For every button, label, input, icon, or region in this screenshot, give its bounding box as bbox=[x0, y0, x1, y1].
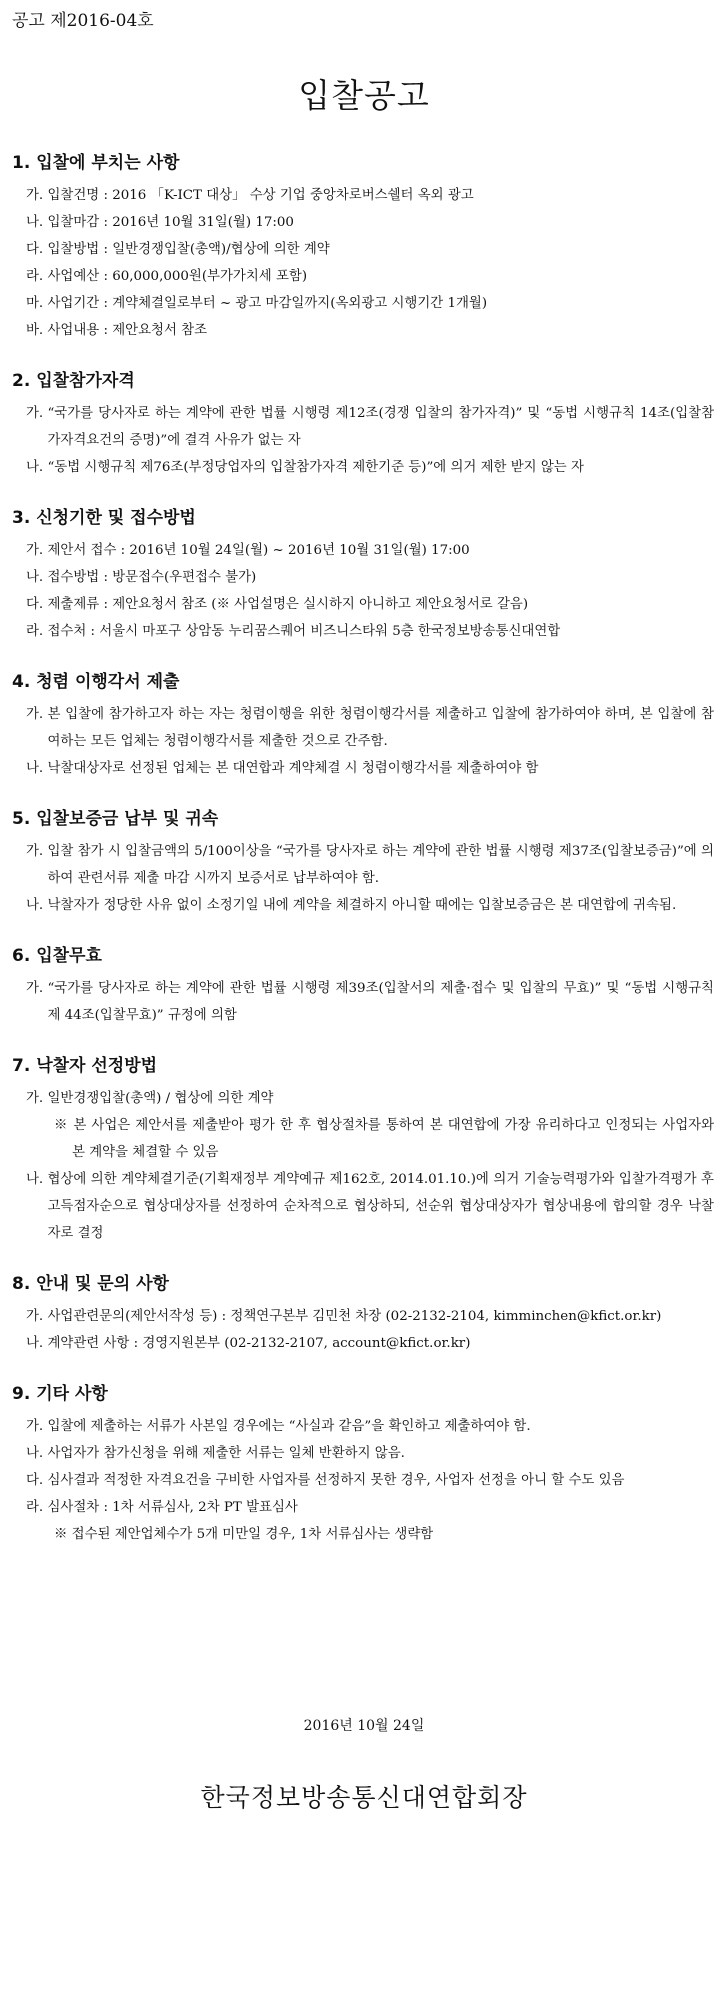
section-heading: 4. 청렴 이행각서 제출 bbox=[12, 672, 180, 692]
item-text: 본 입찰에 참가하고자 하는 자는 청렴이행을 위한 청렴이행각서를 제출하고 입찰에 참가하여야 하며, 본 입찰에 참여하는 모든 업체는 청렴이행각서를 제출한 것으로 간주함. bbox=[47, 707, 714, 749]
list-item bbox=[12, 591, 714, 618]
list-item bbox=[12, 182, 714, 209]
section-9 bbox=[12, 1379, 714, 1548]
item-marker: 바. bbox=[26, 323, 48, 338]
item-text: 낙찰자가 정당한 사유 없이 소정기일 내에 계약을 체결하지 아니할 때에는 입찰보증금은 본 대연합에 귀속됨. bbox=[47, 898, 677, 913]
list-item bbox=[12, 1085, 714, 1112]
sections-container bbox=[12, 148, 714, 1570]
item-marker: 가. bbox=[26, 1091, 48, 1106]
item-text: 입찰마감 : 2016년 10월 31일(월) 17:00 bbox=[47, 215, 294, 230]
list-item bbox=[12, 537, 714, 564]
issuer-signature: 한국정보방송통신대연합회장 bbox=[200, 1783, 528, 1812]
item-text: 접수방법 : 방문접수(우편접수 불가) bbox=[47, 570, 257, 585]
item-text: 사업자가 참가신청을 위해 제출한 서류는 일체 반환하지 않음. bbox=[47, 1446, 405, 1461]
list-item bbox=[12, 1166, 714, 1247]
list-item bbox=[12, 1303, 714, 1330]
item-marker: 나. bbox=[26, 1336, 48, 1351]
item-marker: 다. bbox=[26, 242, 48, 257]
section-6 bbox=[12, 941, 714, 1029]
item-marker: 나. bbox=[26, 570, 48, 585]
list-item bbox=[12, 317, 714, 344]
item-text: 사업내용 : 제안요청서 참조 bbox=[47, 323, 208, 338]
item-text: 낙찰대상자로 선정된 업체는 본 대연합과 계약체결 시 청렴이행각서를 제출하여야 함 bbox=[47, 761, 539, 776]
item-marker: 나. bbox=[26, 215, 48, 230]
item-marker: 라. bbox=[26, 1500, 48, 1515]
list-item bbox=[12, 701, 714, 755]
item-note: ※ 접수된 제안업체수가 5개 미만일 경우, 1차 서류심사는 생략함 bbox=[54, 1527, 434, 1542]
item-marker: 나. bbox=[26, 1446, 48, 1461]
notice-number: 공고 제2016-04호 bbox=[12, 11, 154, 31]
item-text: 제출제류 : 제안요청서 참조 (※ 사업설명은 실시하지 아니하고 제안요청서로 갈음) bbox=[47, 597, 529, 612]
item-marker: 나. bbox=[26, 898, 48, 913]
list-item bbox=[12, 755, 714, 782]
section-heading: 9. 기타 사항 bbox=[12, 1384, 108, 1404]
list-item bbox=[12, 236, 714, 263]
item-text: “동법 시행규칙 제76조(부정당업자의 입찰참가자격 제한기준 등)”에 의거 제한 받지 않는 자 bbox=[47, 460, 584, 475]
item-text: 입찰건명 : 2016 「K-ICT 대상」 수상 기업 중앙차로버스쉘터 옥외 광고 bbox=[47, 188, 474, 203]
item-text: 접수처 : 서울시 마포구 상암동 누리꿈스퀘어 비즈니스타워 5층 한국정보방송통신대연합 bbox=[47, 624, 561, 639]
list-item bbox=[12, 290, 714, 317]
item-text: 사업예산 : 60,000,000원(부가가치세 포함) bbox=[47, 269, 308, 284]
item-marker: 라. bbox=[26, 624, 48, 639]
item-marker: 라. bbox=[26, 269, 48, 284]
section-heading: 7. 낙찰자 선정방법 bbox=[12, 1056, 158, 1076]
item-marker: 마. bbox=[26, 296, 48, 311]
list-item bbox=[12, 209, 714, 236]
notice-date: 2016년 10월 24일 bbox=[303, 1718, 425, 1734]
section-8 bbox=[12, 1269, 714, 1357]
list-item bbox=[12, 1494, 714, 1521]
item-marker: 가. bbox=[26, 1309, 48, 1324]
item-text: 사업기간 : 계약체결일로부터 ~ 광고 마감일까지(옥외광고 시행기간 1개월) bbox=[47, 296, 488, 311]
item-marker: 가. bbox=[26, 543, 48, 558]
item-text: 심사절차 : 1차 서류심사, 2차 PT 발표심사 bbox=[47, 1500, 298, 1515]
item-text: “국가를 당사자로 하는 계약에 관한 법률 시행령 제12조(경쟁 입찰의 참가자격)” 및 “동법 시행규칙 14조(입찰참가자격요건의 증명)”에 결격 사유가 없는 자 bbox=[47, 406, 714, 448]
item-marker: 가. bbox=[26, 844, 48, 859]
item-note: ※ 본 사업은 제안서를 제출받아 평가 한 후 협상절차를 통하여 본 대연합에 가장 유리하다고 인정되는 사업자와 본 계약을 체결할 수 있음 bbox=[54, 1118, 714, 1160]
item-marker: 가. bbox=[26, 1419, 48, 1434]
section-heading: 8. 안내 및 문의 사항 bbox=[12, 1274, 169, 1294]
item-text: “국가를 당사자로 하는 계약에 관한 법률 시행령 제39조(입찰서의 제출·접수 및 입찰의 무효)” 및 “동법 시행규칙 제 44조(입찰무효)” 규정에 의함 bbox=[47, 981, 714, 1023]
item-marker: 나. bbox=[26, 761, 48, 776]
section-heading: 2. 입찰참가자격 bbox=[12, 371, 135, 391]
item-marker: 가. bbox=[26, 406, 48, 421]
section-heading: 3. 신청기한 및 접수방법 bbox=[12, 508, 196, 528]
list-item bbox=[12, 1440, 714, 1467]
item-text: 심사결과 적정한 자격요건을 구비한 사업자를 선정하지 못한 경우, 사업자 선정을 아니 할 수도 있음 bbox=[47, 1473, 625, 1488]
document-title: 입찰공고 bbox=[298, 76, 430, 115]
item-text: 제안서 접수 : 2016년 10월 24일(월) ~ 2016년 10월 31일(월) 17:00 bbox=[47, 543, 470, 558]
item-text: 일반경쟁입찰(총액) / 협상에 의한 계약 bbox=[47, 1091, 274, 1106]
item-text: 입찰방법 : 일반경쟁입찰(총액)/협상에 의한 계약 bbox=[47, 242, 330, 257]
section-heading: 5. 입찰보증금 납부 및 귀속 bbox=[12, 809, 219, 829]
list-item bbox=[12, 892, 714, 919]
item-marker: 가. bbox=[26, 188, 48, 203]
list-item bbox=[12, 263, 714, 290]
list-item bbox=[12, 838, 714, 892]
section-5 bbox=[12, 804, 714, 919]
list-item bbox=[12, 975, 714, 1029]
section-3 bbox=[12, 503, 714, 645]
section-4 bbox=[12, 667, 714, 782]
item-text: 사업관련문의(제안서작성 등) : 정책연구본부 김민천 차장 (02-2132-2104, kimminchen@kfict.or.kr) bbox=[47, 1309, 662, 1324]
section-2 bbox=[12, 366, 714, 481]
list-item bbox=[12, 1330, 714, 1357]
list-item bbox=[12, 400, 714, 454]
item-marker: 가. bbox=[26, 981, 48, 996]
item-marker: 다. bbox=[26, 597, 48, 612]
item-marker: 가. bbox=[26, 707, 48, 722]
item-text: 입찰 참가 시 입찰금액의 5/100이상을 “국가를 당사자로 하는 계약에 관한 법률 시행령 제37조(입찰보증금)”에 의하여 관련서류 제출 마감 시까지 보증서로 납부하여야 함. bbox=[47, 844, 714, 886]
item-marker: 다. bbox=[26, 1473, 48, 1488]
list-item bbox=[12, 1413, 714, 1440]
item-text: 협상에 의한 계약체결기준(기획재정부 계약예규 제162호, 2014.01.10.)에 의거 기술능력평가와 입찰가격평가 후 고득점자순으로 협상대상자를 선정하여 순차적으로 협상하되, 선순위 협상대상자가 협상내용에 합의할 경우 낙찰자로 결정 bbox=[47, 1172, 714, 1241]
item-marker: 나. bbox=[26, 1172, 48, 1187]
item-text: 계약관련 사항 : 경영지원본부 (02-2132-2107, account@kfict.or.kr) bbox=[47, 1336, 471, 1351]
list-item bbox=[12, 454, 714, 481]
list-item bbox=[12, 618, 714, 645]
section-1 bbox=[12, 148, 714, 344]
item-text: 입찰에 제출하는 서류가 사본일 경우에는 “사실과 같음”을 확인하고 제출하여야 함. bbox=[47, 1419, 531, 1434]
section-heading: 1. 입찰에 부치는 사항 bbox=[12, 153, 180, 173]
section-7 bbox=[12, 1051, 714, 1247]
item-marker: 나. bbox=[26, 460, 48, 475]
list-item bbox=[12, 1467, 714, 1494]
list-item bbox=[12, 564, 714, 591]
section-heading: 6. 입찰무효 bbox=[12, 946, 102, 966]
